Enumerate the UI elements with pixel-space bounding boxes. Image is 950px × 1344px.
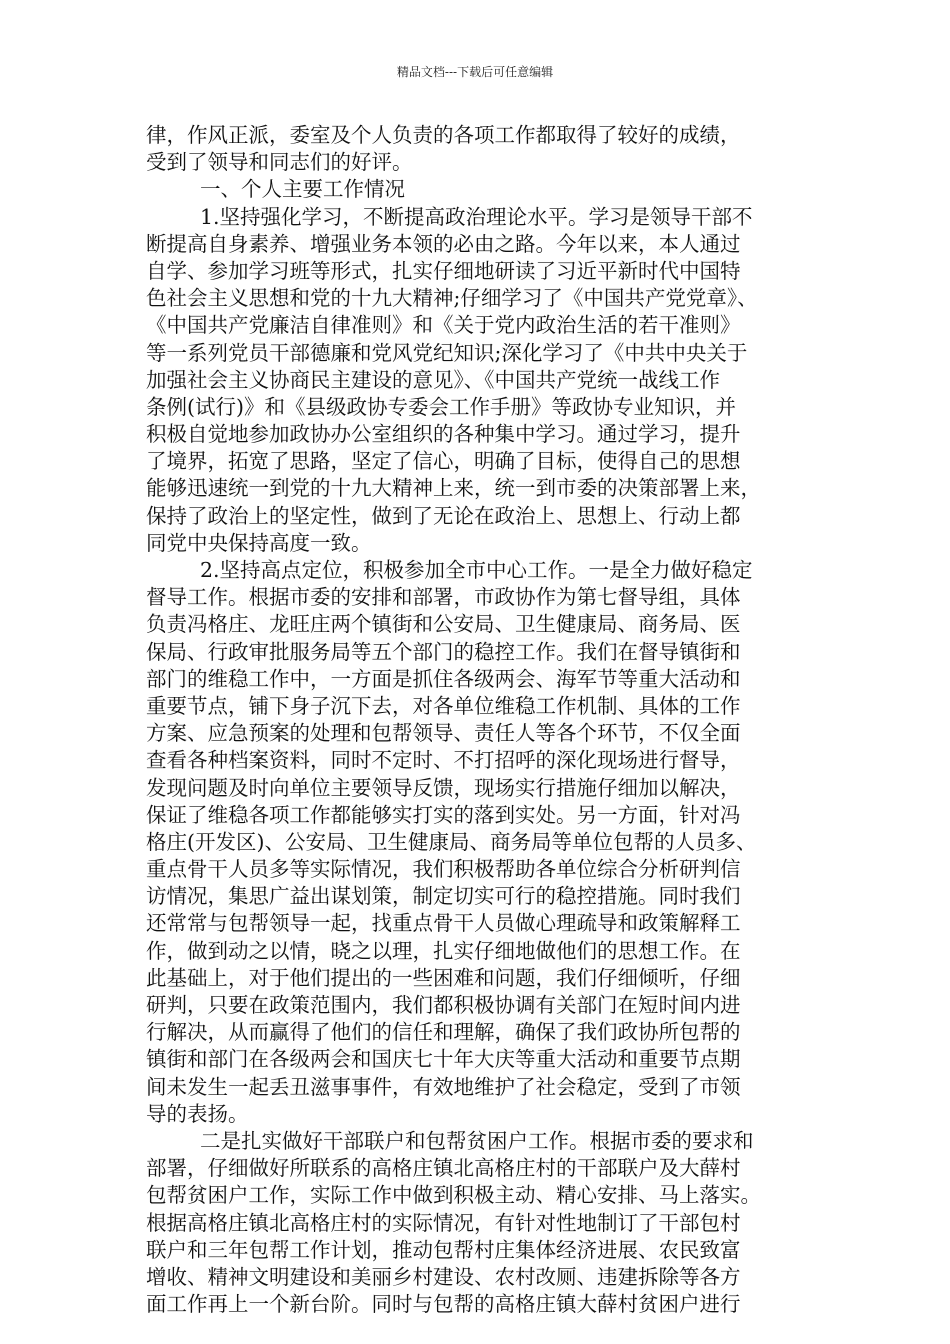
section-heading: 一、个人主要工作情况 xyxy=(200,177,405,202)
text-line: 部署，仔细做好所联系的高格庄镇北高格庄村的干部联户及大薛村 xyxy=(146,1156,741,1181)
text-line: 受到了领导和同志们的好评。 xyxy=(146,150,413,175)
text-line: 负责冯格庄、龙旺庄两个镇街和公安局、卫生健康局、商务局、医 xyxy=(146,612,741,637)
text-line: 条例(试行)》和《县级政协专委会工作手册》等政协专业知识，并 xyxy=(146,394,736,419)
text-line: 重点骨干人员多等实际情况，我们积极帮助各单位综合分析研判信 xyxy=(146,857,741,882)
text-line: 自学、参加学习班等形式，扎实仔细地研读了习近平新时代中国特 xyxy=(146,258,741,283)
text-line: 间未发生一起丢丑滋事事件，有效地维护了社会稳定，受到了市领 xyxy=(146,1074,741,1099)
text-line: 增收、精神文明建设和美丽乡村建设、农村改厕、违建拆除等各方 xyxy=(146,1264,741,1289)
text-line: 《中国共产党廉洁自律准则》和《关于党内政治生活的若干准则》 xyxy=(146,313,741,338)
text-line: 色社会主义思想和党的十九大精神;仔细学习了《中国共产党党章》、 xyxy=(146,286,758,311)
text-line: 镇街和部门在各级两会和国庆七十年大庆等重大活动和重要节点期 xyxy=(146,1047,741,1072)
text-line: 根据高格庄镇北高格庄村的实际情况，有针对性地制订了干部包村 xyxy=(146,1210,741,1235)
text-line: 作，做到动之以情，晓之以理，扎实仔细地做他们的思想工作。在 xyxy=(146,938,741,963)
text-line: 行解决，从而赢得了他们的信任和理解，确保了我们政协所包帮的 xyxy=(146,1020,741,1045)
text-line: 研判，只要在政策范围内，我们都积极协调有关部门在短时间内进 xyxy=(146,993,741,1017)
paragraph-start: 2.坚持高点定位，积极参加全市中心工作。一是全力做好稳定 xyxy=(200,558,753,582)
text-line: 访情况，集思广益出谋划策，制定切实可行的稳控措施。同时我们 xyxy=(146,884,741,909)
text-line: 加强社会主义协商民主建设的意见》、《中国共产党统一战线工作 xyxy=(146,367,720,392)
text-line: 能够迅速统一到党的十九大精神上来，统一到市委的决策部署上来， xyxy=(146,476,761,501)
text-line: 部门的维稳工作中，一方面是抓住各级两会、海军节等重大活动和 xyxy=(146,666,741,691)
text-line: 发现问题及时向单位主要领导反馈，现场实行措施仔细加以解决， xyxy=(146,775,741,800)
text-line: 积极自觉地参加政协办公室组织的各种集中学习。通过学习，提升 xyxy=(146,422,741,447)
text-line: 查看各种档案资料，同时不定时、不打招呼的深化现场进行督导， xyxy=(146,748,741,773)
text-line: 等一系列党员干部德廉和党风党纪知识;深化学习了《中共中央关于 xyxy=(146,340,748,365)
document-body xyxy=(146,122,814,1318)
text-line: 保局、行政审批服务局等五个部门的稳控工作。我们在督导镇街和 xyxy=(146,639,741,664)
text-line: 重要节点，铺下身子沉下去，对各单位维稳工作机制、具体的工作 xyxy=(146,693,741,718)
text-line: 督导工作。根据市委的安排和部署，市政协作为第七督导组，具体 xyxy=(146,585,741,610)
text-line: 包帮贫困户工作，实际工作中做到积极主动、精心安排、马上落实。 xyxy=(146,1183,761,1208)
text-line: 格庄(开发区)、公安局、卫生健康局、商务局等单位包帮的人员多、 xyxy=(146,829,757,854)
text-line: 了境界，拓宽了思路，坚定了信心，明确了目标，使得自己的思想 xyxy=(146,449,741,474)
text-line: 还常常与包帮领导一起，找重点骨干人员做心理疏导和政策解释工 xyxy=(146,911,741,936)
text-line: 此基础上，对于他们提出的一些困难和问题，我们仔细倾听，仔细 xyxy=(146,965,741,990)
text-line: 保持了政治上的坚定性，做到了无论在政治上、思想上、行动上都 xyxy=(146,503,741,528)
paragraph-start: 二是扎实做好干部联户和包帮贫困户工作。根据市委的要求和 xyxy=(200,1128,754,1153)
text-line: 面工作再上一个新台阶。同时与包帮的高格庄镇大薛村贫困户进行 xyxy=(146,1292,741,1317)
paragraph-start: 1.坚持强化学习，不断提高政治理论水平。学习是领导干部不 xyxy=(200,204,753,229)
text-line: 方案、应急预案的处理和包帮领导、责任人等各个环节，不仅全面 xyxy=(146,721,741,746)
page-header: 精品文档---下载后可任意编辑 xyxy=(396,65,554,79)
text-line: 保证了维稳各项工作都能够实打实的落到实处。另一方面，针对冯 xyxy=(146,802,741,827)
text-line: 律，作风正派，委室及个人负责的各项工作都取得了较好的成绩， xyxy=(146,123,741,147)
text-line: 同党中央保持高度一致。 xyxy=(146,530,372,555)
text-line: 断提高自身素养、增强业务本领的必由之路。今年以来，本人通过 xyxy=(146,231,741,256)
text-line: 导的表扬。 xyxy=(146,1101,249,1126)
text-line: 联户和三年包帮工作计划，推动包帮村庄集体经济进展、农民致富 xyxy=(146,1237,741,1262)
